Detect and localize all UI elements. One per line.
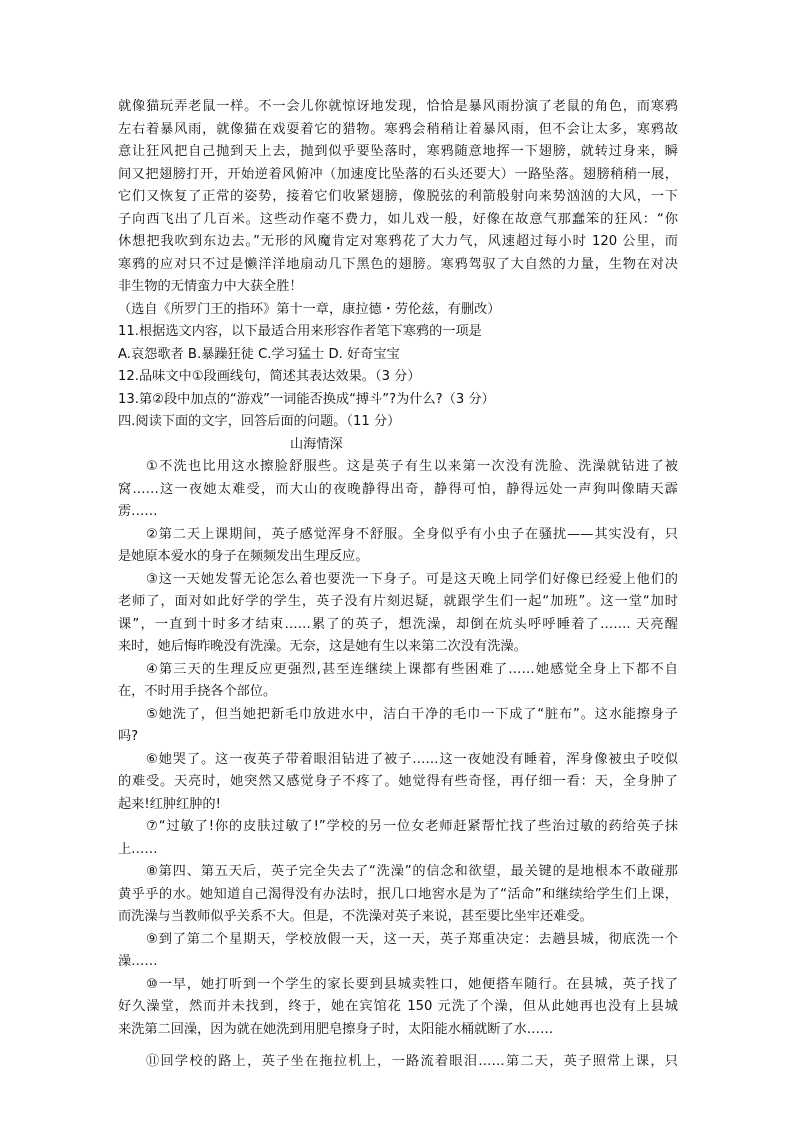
text-line: ⑪回学校的路上，英子坐在拖拉机上，一路流着眼泪……第二天，英子照常上课，只 — [146, 1054, 678, 1069]
text-line: 黄乎乎的水。她知道自己渴得没有办法时，抿几口地窖水是为了“活命”和继续给学生们上课， — [118, 886, 678, 902]
text-line: 而洗澡与当教师似乎关系不大。但是，不洗澡对英子来说，甚至要比坐牢还难受。 — [118, 909, 593, 924]
text-line: 来洗第二回澡，因为就在她洗到用肥皂擦身子时，太阳能水桶就断了水…… — [118, 1021, 554, 1037]
paragraph-10 — [118, 974, 678, 1042]
paragraph-9 — [118, 929, 678, 974]
paragraph-1 — [118, 456, 678, 524]
text-line: ①不洗也比用这水擦脸舒服些。这是英子有生以来第一次没有洗脸、洗澡就钻进了被 — [146, 459, 678, 474]
paragraph-2 — [118, 524, 678, 569]
question-11-options: A.哀怨歌者 B.暴躁狂徒 C.学习猛士 D. 好奇宝宝 — [118, 346, 400, 362]
text-line: 是她原本爱水的身子在频频发出生理反应。 — [118, 549, 369, 564]
paragraph-5 — [118, 704, 678, 749]
text-line: ⑤她洗了，但当她把新毛巾放进水中，洁白干净的毛巾一下成了“脏布”。这水能擦身子 — [146, 706, 678, 722]
text-line: 它们又恢复了正常的姿势，接着它们收紧翅膀，像脱弦的利箭般射向来势汹汹的大风，一下 — [118, 189, 678, 204]
text-line: 来时，她后悔昨晚没有洗澡。无奈，这是她有生以来第二次没有洗澡。 — [118, 639, 527, 654]
paragraph-7 — [118, 816, 678, 861]
text-line: 就像猫玩弄老鼠一样。不一会儿你就惊讶地发现，恰恰是暴风雨扮演了老鼠的角色，而寒鸦 — [118, 99, 678, 114]
text-line: ⑨到了第二个星期天，学校放假一天，这一天，英子郑重决定：去趟县城，彻底洗一个 — [146, 931, 678, 947]
text-line: 吗? — [118, 729, 139, 744]
text-line: 起来!红肿红肿的! — [118, 796, 221, 812]
text-line: 间又把翅膀打开，开始逆着风俯冲（加速度比坠落的石头还要大）一路坠落。翅膀稍稍一展， — [118, 166, 678, 182]
text-line: 休想把我吹到东边去。”无形的风魔肯定对寒鸦花了大力气，风速超过每小时 120 公里，而 — [118, 234, 678, 249]
text-line: ②第二天上课期间，英子感觉浑身不舒服。全身似乎有小虫子在骚扰——其实没有，只 — [146, 526, 678, 542]
text-line: 好久澡堂，然而并未找到，终于，她在宾馆花 150 元洗了个澡，但从此她再也没有上县城 — [118, 999, 678, 1014]
text-line: ③这一天她发誓无论怎么着也要洗一下身子。可是这天晚上同学们好像已经爱上他们的 — [146, 571, 678, 587]
text-line: ⑥她哭了。这一夜英子带着眼泪钻进了被子……这一夜她没有睡着，浑身像被虫子咬似 — [146, 751, 678, 767]
question-13: 13.第②段中加点的“游戏”一词能否换成“搏斗”?为什么?（3 分） — [118, 391, 495, 407]
text-line: 雳…… — [118, 504, 158, 519]
text-line: 在，不时用手挠各个部位。 — [118, 684, 277, 699]
text-line: ⑦“过敏了!你的皮肤过敏了!”学校的另一位女老师赶紧帮忙找了些治过敏的药给英子抹 — [146, 819, 678, 834]
intro-passage — [118, 96, 678, 299]
text-line: 左右着暴风雨，就像猫在戏耍着它的猎物。寒鸦会稍稍让着暴风雨，但不会让太多，寒鸦故 — [118, 121, 678, 137]
text-line: 课”，一直到十时多才结束……累了的英子，想洗澡，却倒在炕头呼呼睡着了……. 天亮醒 — [118, 616, 678, 632]
paragraph-11 — [118, 1051, 678, 1074]
text-line: 非生物的无情蛮力中大获全胜！ — [118, 279, 303, 294]
text-line: 子向西飞出了几百米。这些动作毫不费力，如儿戏一般，好像在故意气那蠢笨的狂风：“你 — [118, 211, 678, 227]
paragraph-3 — [118, 569, 678, 659]
text-line: 窝……这一夜她太难受，而大山的夜晚静得出奇，静得可怕，静得远处一声狗叫像睛天霹 — [118, 481, 678, 497]
paragraph-spacer — [118, 1041, 678, 1051]
document-page — [118, 96, 678, 1074]
text-line: 意让狂风把自己抛到天上去，抛到似乎要坠落时，寒鸦随意地挥一下翅膀，就转过身来，瞬 — [118, 144, 678, 159]
article-body — [118, 456, 678, 1074]
paragraph-8 — [118, 861, 678, 929]
text-line: 的难受。天亮时，她突然又感觉身子不疼了。她觉得有些奇怪，再仔细一看：天，全身肿了 — [118, 774, 678, 789]
question-list — [118, 321, 678, 434]
paragraph-4 — [118, 659, 678, 704]
section-4-heading: 四.阅读下面的文字，回答后面的问题。（11 分） — [118, 414, 401, 429]
question-12: 12.品味文中①段画线句，简述其表达效果。（3 分） — [118, 369, 421, 384]
text-line: ④第三天的生理反应更强烈,甚至连继续上课都有些困难了……她感觉全身上下都不自 — [146, 661, 678, 677]
paragraph-6 — [118, 749, 678, 817]
text-line: 老师了，面对如此好学的学生，英子没有片刻迟疑，就跟学生们一起“加班”。这一堂“加时 — [118, 594, 678, 609]
text-line: 上…… — [118, 841, 158, 857]
source-note: （选自《所罗门王的指环》第十一章，康拉德・劳伦兹，有删改） — [118, 301, 501, 317]
text-line: 澡…… — [118, 954, 158, 969]
text-line: ⑧第四、第五天后，英子完全失去了“洗澡”的信念和欲望，最关键的是地根本不敢碰那 — [146, 864, 678, 879]
text-line: ⑩一早，她打听到一个学生的家长要到县城卖牲口，她便搭车随行。在县城，英子找了 — [146, 976, 678, 992]
article-title: 山海情深 — [290, 436, 343, 452]
text-line: 寒鸦的应对只不过是懒洋洋地扇动几下黑色的翅膀。寒鸦驾驭了大自然的力量，生物在对决 — [118, 256, 678, 272]
question-11: 11.根据选文内容，以下最适合用来形容作者笔下寒鸦的一项是 — [118, 324, 482, 339]
